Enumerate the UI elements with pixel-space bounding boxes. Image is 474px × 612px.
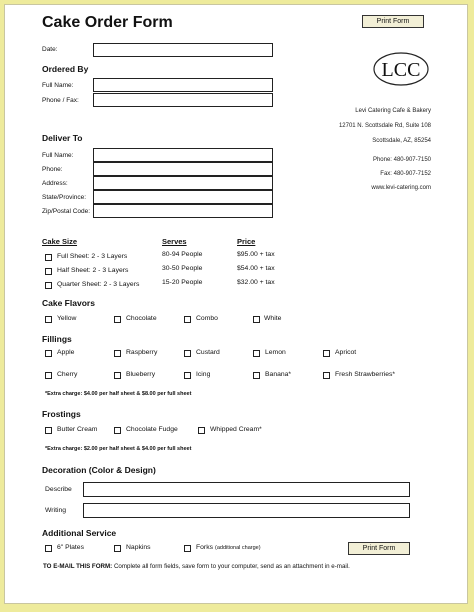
quarter-sheet-checkbox[interactable] (45, 282, 52, 289)
fillings-heading: Fillings (42, 334, 72, 344)
deliver-state-label: State/Province: (42, 194, 87, 201)
decoration-describe-label: Describe (45, 486, 72, 493)
flavor-yellow-checkbox[interactable] (45, 316, 52, 323)
frostings-extra-charge-note: *Extra charge: $2.00 per half sheet & $4.00 per full sheet (45, 446, 192, 452)
ordered-full-name-label: Full Name: (42, 82, 74, 89)
filling-icing-label: Icing (196, 371, 211, 378)
deliver-to-heading: Deliver To (42, 133, 83, 143)
company-street: 12701 N. Scottsdale Rd, Suite 108 (338, 123, 431, 129)
napkins-label: Napkins (126, 544, 151, 551)
full-sheet-serves: 80-94 People (162, 251, 203, 258)
decoration-writing-label: Writing (45, 507, 67, 514)
frosting-chocolate-fudge-label: Chocolate Fudge (126, 426, 178, 433)
company-phone: Phone: 480-907-7150 (372, 157, 431, 163)
price-header: Price (237, 237, 256, 246)
email-instructions (43, 563, 350, 570)
quarter-sheet-label: Quarter Sheet: 2 - 3 Layers (57, 281, 140, 288)
cake-flavors-heading: Cake Flavors (42, 298, 95, 308)
filling-custard-checkbox[interactable] (184, 350, 191, 357)
print-form-button-bottom[interactable]: Print Form (348, 542, 410, 555)
half-sheet-serves: 30-50 People (162, 265, 203, 272)
napkins-checkbox[interactable] (114, 545, 121, 552)
company-city: Scottsdale, AZ, 85254 (372, 138, 431, 144)
frosting-whipped-cream-label: Whipped Cream* (210, 426, 262, 433)
flavor-combo-label: Combo (196, 315, 218, 322)
print-form-button[interactable]: Print Form (362, 15, 424, 28)
company-logo (372, 51, 430, 87)
deliver-zip-field[interactable] (93, 204, 273, 218)
logo-text: LCC (381, 59, 421, 81)
filling-lemon-checkbox[interactable] (253, 350, 260, 357)
forks-checkbox[interactable] (184, 545, 191, 552)
filling-apricot-label: Apricot (335, 349, 357, 356)
filling-custard-label: Custard (196, 349, 220, 356)
page-title: Cake Order Form (42, 14, 173, 31)
additional-service-heading: Additional Service (42, 528, 117, 538)
full-sheet-checkbox[interactable] (45, 254, 52, 261)
ordered-phone-fax-field[interactable] (93, 93, 273, 107)
filling-apple-label: Apple (57, 349, 75, 356)
company-name: Levi Catering Cafe & Bakery (355, 108, 431, 114)
frosting-whipped-cream-checkbox[interactable] (198, 427, 205, 434)
deliver-address-label: Address: (42, 180, 68, 187)
order-form-page (4, 4, 468, 604)
deliver-full-name-label: Full Name: (42, 152, 74, 159)
forks-label: Forks (196, 544, 213, 551)
decoration-heading: Decoration (Color & Design) (42, 465, 156, 475)
date-label: Date: (42, 46, 58, 53)
half-sheet-checkbox[interactable] (45, 268, 52, 275)
filling-cherry-checkbox[interactable] (45, 372, 52, 379)
filling-blueberry-label: Blueberry (126, 371, 156, 378)
email-instructions-bold: TO E-MAIL THIS FORM: (43, 563, 113, 570)
frosting-chocolate-fudge-checkbox[interactable] (114, 427, 121, 434)
filling-blueberry-checkbox[interactable] (114, 372, 121, 379)
forks-note: (additional charge) (215, 545, 261, 551)
serves-header: Serves (162, 237, 187, 246)
frosting-butter-cream-label: Butter Cream (57, 426, 98, 433)
flavor-combo-checkbox[interactable] (184, 316, 191, 323)
plates-label: 6" Plates (57, 544, 84, 551)
deliver-state-field[interactable] (93, 190, 273, 204)
full-sheet-label: Full Sheet: 2 - 3 Layers (57, 253, 128, 260)
deliver-full-name-field[interactable] (93, 148, 273, 162)
deliver-phone-label: Phone: (42, 166, 63, 173)
quarter-sheet-serves: 15-20 People (162, 279, 203, 286)
company-website[interactable]: www.levi-catering.com (371, 185, 431, 191)
flavor-white-label: White (264, 315, 282, 322)
deliver-zip-label: Zip/Postal Code: (42, 208, 91, 215)
filling-lemon-label: Lemon (265, 349, 286, 356)
filling-banana-label: Banana* (265, 371, 292, 378)
filling-fresh-strawberries-checkbox[interactable] (323, 372, 330, 379)
fillings-extra-charge-note: *Extra charge: $4.00 per half sheet & $8.00 per full sheet (45, 391, 192, 397)
full-sheet-price: $95.00 + tax (237, 251, 275, 258)
quarter-sheet-price: $32.00 + tax (237, 279, 275, 286)
filling-icing-checkbox[interactable] (184, 372, 191, 379)
plates-checkbox[interactable] (45, 545, 52, 552)
flavor-white-checkbox[interactable] (253, 316, 260, 323)
deliver-address-field[interactable] (93, 176, 273, 190)
decoration-writing-field[interactable] (83, 503, 410, 518)
frostings-heading: Frostings (42, 409, 81, 419)
filling-apricot-checkbox[interactable] (323, 350, 330, 357)
filling-cherry-label: Cherry (57, 371, 78, 378)
ordered-full-name-field[interactable] (93, 78, 273, 92)
ordered-by-heading: Ordered By (42, 64, 89, 74)
deliver-phone-field[interactable] (93, 162, 273, 176)
date-field[interactable] (93, 43, 273, 57)
half-sheet-label: Half Sheet: 2 - 3 Layers (57, 267, 129, 274)
frosting-butter-cream-checkbox[interactable] (45, 427, 52, 434)
filling-banana-checkbox[interactable] (253, 372, 260, 379)
flavor-yellow-label: Yellow (57, 315, 77, 322)
filling-raspberry-label: Raspberry (126, 349, 158, 356)
filling-raspberry-checkbox[interactable] (114, 350, 121, 357)
flavor-chocolate-label: Chocolate (126, 315, 157, 322)
filling-fresh-strawberries-label: Fresh Strawberries* (335, 371, 396, 378)
email-instructions-text: Complete all form fields, save form to your computer, send as an attachment in e-mail. (112, 563, 350, 570)
flavor-chocolate-checkbox[interactable] (114, 316, 121, 323)
ordered-phone-fax-label: Phone / Fax: (42, 97, 79, 104)
company-fax: Fax: 480-907-7152 (380, 171, 431, 177)
cake-size-header: Cake Size (42, 237, 78, 246)
decoration-describe-field[interactable] (83, 482, 410, 497)
half-sheet-price: $54.00 + tax (237, 265, 275, 272)
filling-apple-checkbox[interactable] (45, 350, 52, 357)
